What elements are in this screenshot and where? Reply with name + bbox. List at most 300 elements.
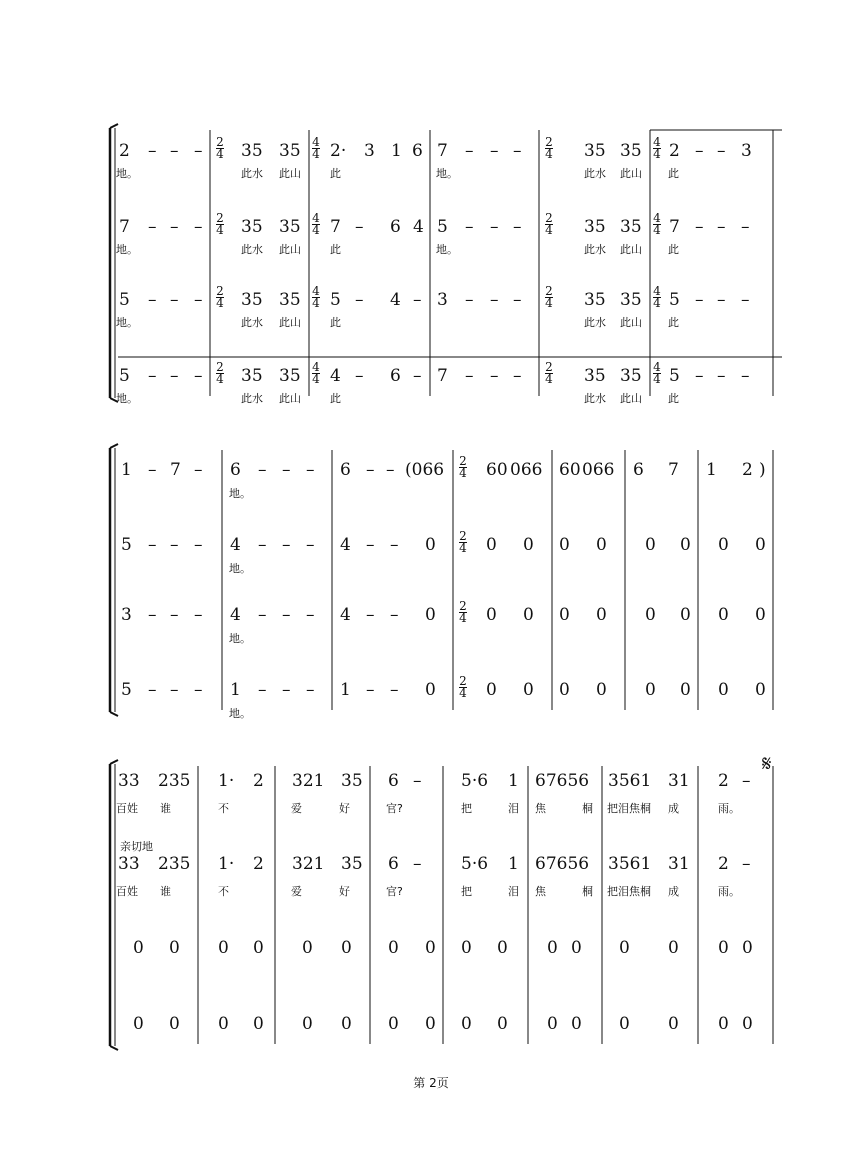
lyric: 官? (386, 885, 403, 898)
note: 0 (571, 938, 582, 958)
note: 1 (121, 460, 132, 480)
lyric: 此山 (279, 392, 301, 405)
page-number: 第 2页 (413, 1076, 449, 1090)
note: – (148, 535, 157, 555)
note: 0 (388, 938, 399, 958)
lyric: 此水 (241, 167, 263, 180)
time-sig-top: 2 (459, 454, 467, 468)
note: 0 (302, 938, 313, 958)
note: 0 (596, 605, 607, 625)
time-sig-bottom: 4 (216, 296, 224, 310)
lyric: 谁 (160, 885, 171, 898)
lyric: 此水 (584, 392, 606, 405)
note: 0 (571, 1014, 582, 1034)
note: – (465, 217, 474, 237)
lyric: 焦 (535, 885, 546, 898)
note: 0 (486, 680, 497, 700)
time-sig-top: 2 (545, 135, 553, 149)
note: 0 (559, 605, 570, 625)
note: – (717, 217, 726, 237)
bracket-top (110, 444, 118, 448)
note: 33 (118, 854, 140, 874)
lyric: 泪 (508, 802, 519, 815)
time-sig-bottom: 4 (653, 296, 661, 310)
lyric: 此水 (584, 167, 606, 180)
note: – (695, 141, 704, 161)
note: – (465, 366, 474, 386)
lyric: 把泪焦桐 (607, 885, 651, 898)
lyric: 此 (668, 392, 679, 405)
note: 0 (680, 680, 691, 700)
note: 3561 (608, 854, 652, 874)
note: – (355, 217, 364, 237)
note: 0 (755, 605, 766, 625)
note: ) (759, 460, 766, 480)
note: 1· (218, 854, 235, 874)
note: 6 (340, 460, 351, 480)
time-sig-bottom: 4 (312, 372, 320, 386)
note: 35 (620, 217, 642, 237)
note: 0 (680, 535, 691, 555)
note: 066 (510, 460, 543, 480)
note: – (194, 680, 203, 700)
note: 0 (718, 1014, 729, 1034)
note: – (194, 366, 203, 386)
note: 0 (169, 1014, 180, 1034)
note: 1 (508, 771, 519, 791)
note: – (717, 290, 726, 310)
note: 0 (253, 1014, 264, 1034)
note: – (170, 366, 179, 386)
note: – (465, 141, 474, 161)
note: – (695, 366, 704, 386)
note: – (390, 680, 399, 700)
note: – (258, 535, 267, 555)
note: 0 (133, 938, 144, 958)
note: 6 (390, 217, 401, 237)
lyric: 此水 (241, 392, 263, 405)
time-sig-top: 2 (459, 529, 467, 543)
note: – (148, 141, 157, 161)
note: 0 (680, 605, 691, 625)
note: 4 (413, 217, 424, 237)
lyric: 地。 (116, 316, 138, 329)
note: 0 (425, 1014, 436, 1034)
note: – (695, 290, 704, 310)
note: 0 (497, 1014, 508, 1034)
note: – (355, 366, 364, 386)
note: 1 (508, 854, 519, 874)
note: 5·6 (461, 771, 489, 791)
time-sig-bottom: 4 (459, 541, 467, 555)
lyric: 地。 (229, 632, 251, 645)
time-sig-bottom: 4 (545, 372, 553, 386)
note: – (282, 460, 291, 480)
note: 35 (241, 366, 263, 386)
note: 1 (391, 141, 402, 161)
note: – (258, 460, 267, 480)
note: – (366, 460, 375, 480)
note: – (513, 141, 522, 161)
note: 35 (241, 141, 263, 161)
lyric: 把泪焦桐 (607, 802, 651, 815)
note: 67656 (535, 771, 590, 791)
note: 0 (755, 680, 766, 700)
note: 4 (230, 605, 241, 625)
note: 0 (425, 680, 436, 700)
bracket-top (110, 124, 118, 128)
lyric: 谁 (160, 802, 171, 815)
note: 0 (718, 938, 729, 958)
note: – (513, 290, 522, 310)
note: – (741, 217, 750, 237)
note: – (742, 771, 751, 791)
time-sig-top: 4 (653, 284, 661, 298)
lyric: 此山 (620, 316, 642, 329)
lyric: 把 (461, 802, 472, 815)
note: – (306, 535, 315, 555)
lyric: 泪 (508, 885, 519, 898)
lyric: 此 (330, 167, 341, 180)
note: 5 (437, 217, 448, 237)
note: 60 (559, 460, 581, 480)
time-sig-bottom: 4 (459, 686, 467, 700)
note: 3 (741, 141, 752, 161)
note: – (170, 535, 179, 555)
segno-sign: 𝄋 (762, 752, 772, 777)
note: 0 (668, 1014, 679, 1034)
note: 0 (619, 938, 630, 958)
note: (066 (405, 460, 445, 480)
note: 0 (718, 680, 729, 700)
note: 0 (645, 535, 656, 555)
note: 0 (718, 605, 729, 625)
note: – (170, 290, 179, 310)
note: 6 (388, 771, 399, 791)
note: 0 (523, 605, 534, 625)
lyric: 此水 (584, 243, 606, 256)
note: – (170, 217, 179, 237)
lyric: 此水 (584, 316, 606, 329)
lyric: 官? (386, 802, 403, 815)
lyric: 此 (330, 316, 341, 329)
note: 0 (523, 535, 534, 555)
note: 3 (364, 141, 375, 161)
note: – (366, 680, 375, 700)
note: 35 (620, 366, 642, 386)
note: 35 (241, 290, 263, 310)
lyric: 此山 (279, 243, 301, 256)
note: 35 (341, 854, 363, 874)
note: – (513, 366, 522, 386)
note: 0 (668, 938, 679, 958)
note: 0 (425, 938, 436, 958)
note: 35 (341, 771, 363, 791)
note: 35 (584, 217, 606, 237)
note: – (695, 217, 704, 237)
note: 0 (302, 1014, 313, 1034)
lyric: 雨。 (718, 885, 740, 898)
note: 3 (121, 605, 132, 625)
note: 0 (497, 938, 508, 958)
note: 5 (669, 366, 680, 386)
note: – (170, 605, 179, 625)
note: – (742, 854, 751, 874)
note: 3 (437, 290, 448, 310)
note: 7 (170, 460, 181, 480)
note: 3561 (608, 771, 652, 791)
note: 0 (596, 535, 607, 555)
time-sig-top: 4 (653, 360, 661, 374)
note: 60 (486, 460, 508, 480)
lyric: 此 (668, 243, 679, 256)
note: 0 (559, 535, 570, 555)
note: 4 (230, 535, 241, 555)
note: 2· (330, 141, 347, 161)
time-sig-top: 2 (459, 674, 467, 688)
note: – (413, 366, 422, 386)
time-sig-bottom: 4 (459, 466, 467, 480)
time-sig-bottom: 4 (312, 147, 320, 161)
note: 2 (718, 771, 729, 791)
note: 5 (121, 680, 132, 700)
note: 7 (669, 217, 680, 237)
time-sig-bottom: 4 (216, 147, 224, 161)
note: 066 (582, 460, 615, 480)
note: 4 (330, 366, 341, 386)
note: 6 (412, 141, 423, 161)
note: – (366, 535, 375, 555)
note: 0 (523, 680, 534, 700)
time-sig-top: 2 (216, 284, 224, 298)
lyric: 此水 (241, 243, 263, 256)
note: 35 (279, 141, 301, 161)
time-sig-top: 4 (653, 135, 661, 149)
note: – (194, 290, 203, 310)
note: 0 (486, 535, 497, 555)
note: 6 (390, 366, 401, 386)
note: 7 (119, 217, 130, 237)
lyric: 爱 (291, 802, 302, 815)
note: 1· (218, 771, 235, 791)
note: 7 (437, 366, 448, 386)
note: 0 (341, 1014, 352, 1034)
expression-mark: 亲切地 (120, 840, 153, 853)
note: 35 (241, 217, 263, 237)
note: – (148, 366, 157, 386)
lyric: 地。 (116, 167, 138, 180)
lyric: 桐 (582, 885, 593, 898)
note: 5 (121, 535, 132, 555)
note: 35 (584, 366, 606, 386)
lyric: 把 (461, 885, 472, 898)
lyric: 地。 (116, 392, 138, 405)
lyric: 此 (330, 243, 341, 256)
lyric: 此山 (279, 167, 301, 180)
lyric: 此山 (279, 316, 301, 329)
lyric: 成 (668, 802, 679, 815)
note: 0 (486, 605, 497, 625)
note: 0 (619, 1014, 630, 1034)
lyric: 地。 (229, 562, 251, 575)
note: 235 (158, 854, 191, 874)
note: 35 (620, 290, 642, 310)
note: – (194, 535, 203, 555)
lyric: 此 (668, 167, 679, 180)
note: – (306, 605, 315, 625)
time-sig-bottom: 4 (459, 611, 467, 625)
lyric: 地。 (436, 167, 458, 180)
time-sig-top: 2 (545, 211, 553, 225)
note: 2 (718, 854, 729, 874)
note: – (282, 680, 291, 700)
note: – (148, 605, 157, 625)
note: – (306, 460, 315, 480)
note: 6 (388, 854, 399, 874)
lyric: 不 (218, 802, 229, 815)
lyric: 地。 (116, 243, 138, 256)
note: 6 (230, 460, 241, 480)
lyric: 成 (668, 885, 679, 898)
note: – (386, 460, 395, 480)
note: 31 (668, 854, 690, 874)
note: – (490, 290, 499, 310)
lyric: 此山 (620, 392, 642, 405)
note: 2 (119, 141, 130, 161)
note: – (170, 141, 179, 161)
lyric: 桐 (582, 802, 593, 815)
time-sig-top: 2 (545, 360, 553, 374)
time-sig-bottom: 4 (653, 147, 661, 161)
note: 0 (742, 938, 753, 958)
note: – (148, 217, 157, 237)
lyric: 百姓 (116, 885, 138, 898)
note: – (282, 605, 291, 625)
time-sig-top: 2 (459, 599, 467, 613)
note: 0 (645, 605, 656, 625)
note: 2 (253, 854, 264, 874)
time-sig-top: 2 (545, 284, 553, 298)
note: – (194, 460, 203, 480)
note: 0 (133, 1014, 144, 1034)
note: 0 (718, 535, 729, 555)
note: 7 (668, 460, 679, 480)
note: – (490, 141, 499, 161)
bracket-top (110, 760, 118, 764)
note: 5 (119, 366, 130, 386)
note: 0 (388, 1014, 399, 1034)
lyric: 爱 (291, 885, 302, 898)
note: 1 (340, 680, 351, 700)
note: 35 (279, 217, 301, 237)
note: – (282, 535, 291, 555)
time-sig-bottom: 4 (312, 296, 320, 310)
note: – (194, 605, 203, 625)
note: 67656 (535, 854, 590, 874)
note: 235 (158, 771, 191, 791)
note: – (258, 680, 267, 700)
note: – (258, 605, 267, 625)
note: – (148, 680, 157, 700)
note: – (741, 366, 750, 386)
note: – (390, 535, 399, 555)
bracket-bottom (110, 398, 118, 402)
lyric: 此水 (241, 316, 263, 329)
time-sig-top: 2 (216, 135, 224, 149)
time-sig-bottom: 4 (653, 223, 661, 237)
lyric: 不 (218, 885, 229, 898)
lyric: 好 (339, 802, 350, 815)
note: 7 (437, 141, 448, 161)
note: 5 (330, 290, 341, 310)
bracket-bottom (110, 712, 118, 716)
time-sig-top: 4 (312, 360, 320, 374)
note: – (306, 680, 315, 700)
time-sig-bottom: 4 (545, 147, 553, 161)
note: – (194, 217, 203, 237)
time-sig-bottom: 4 (312, 223, 320, 237)
note: 4 (390, 290, 401, 310)
time-sig-top: 2 (216, 211, 224, 225)
note: – (513, 217, 522, 237)
lyric: 雨。 (718, 802, 740, 815)
lyric: 此 (668, 316, 679, 329)
note: – (413, 290, 422, 310)
note: – (717, 141, 726, 161)
time-sig-bottom: 4 (545, 223, 553, 237)
note: – (413, 854, 422, 874)
lyric: 地。 (229, 707, 251, 720)
note: 0 (461, 1014, 472, 1034)
note: 0 (742, 1014, 753, 1034)
lyric: 此 (330, 392, 341, 405)
note: 33 (118, 771, 140, 791)
note: – (390, 605, 399, 625)
note: 0 (218, 1014, 229, 1034)
note: 35 (620, 141, 642, 161)
note: 0 (341, 938, 352, 958)
note: 1 (706, 460, 717, 480)
time-sig-top: 4 (653, 211, 661, 225)
lyric: 焦 (535, 802, 546, 815)
note: 6 (633, 460, 644, 480)
lyric: 此山 (620, 243, 642, 256)
note: 5·6 (461, 854, 489, 874)
note: 0 (253, 938, 264, 958)
note: 5 (669, 290, 680, 310)
note: 0 (425, 605, 436, 625)
note: 2 (669, 141, 680, 161)
note: – (194, 141, 203, 161)
note: 0 (169, 938, 180, 958)
lyric: 百姓 (116, 802, 138, 815)
note: 0 (461, 938, 472, 958)
note: – (465, 290, 474, 310)
bracket-bottom (110, 1046, 118, 1050)
note: 0 (547, 1014, 558, 1034)
time-sig-bottom: 4 (545, 296, 553, 310)
note: – (355, 290, 364, 310)
time-sig-bottom: 4 (216, 372, 224, 386)
note: 35 (279, 290, 301, 310)
note: 321 (292, 771, 325, 791)
lyric: 好 (339, 885, 350, 898)
note: 0 (559, 680, 570, 700)
note: 321 (292, 854, 325, 874)
time-sig-bottom: 4 (216, 223, 224, 237)
time-sig-bottom: 4 (653, 372, 661, 386)
note: 35 (584, 290, 606, 310)
